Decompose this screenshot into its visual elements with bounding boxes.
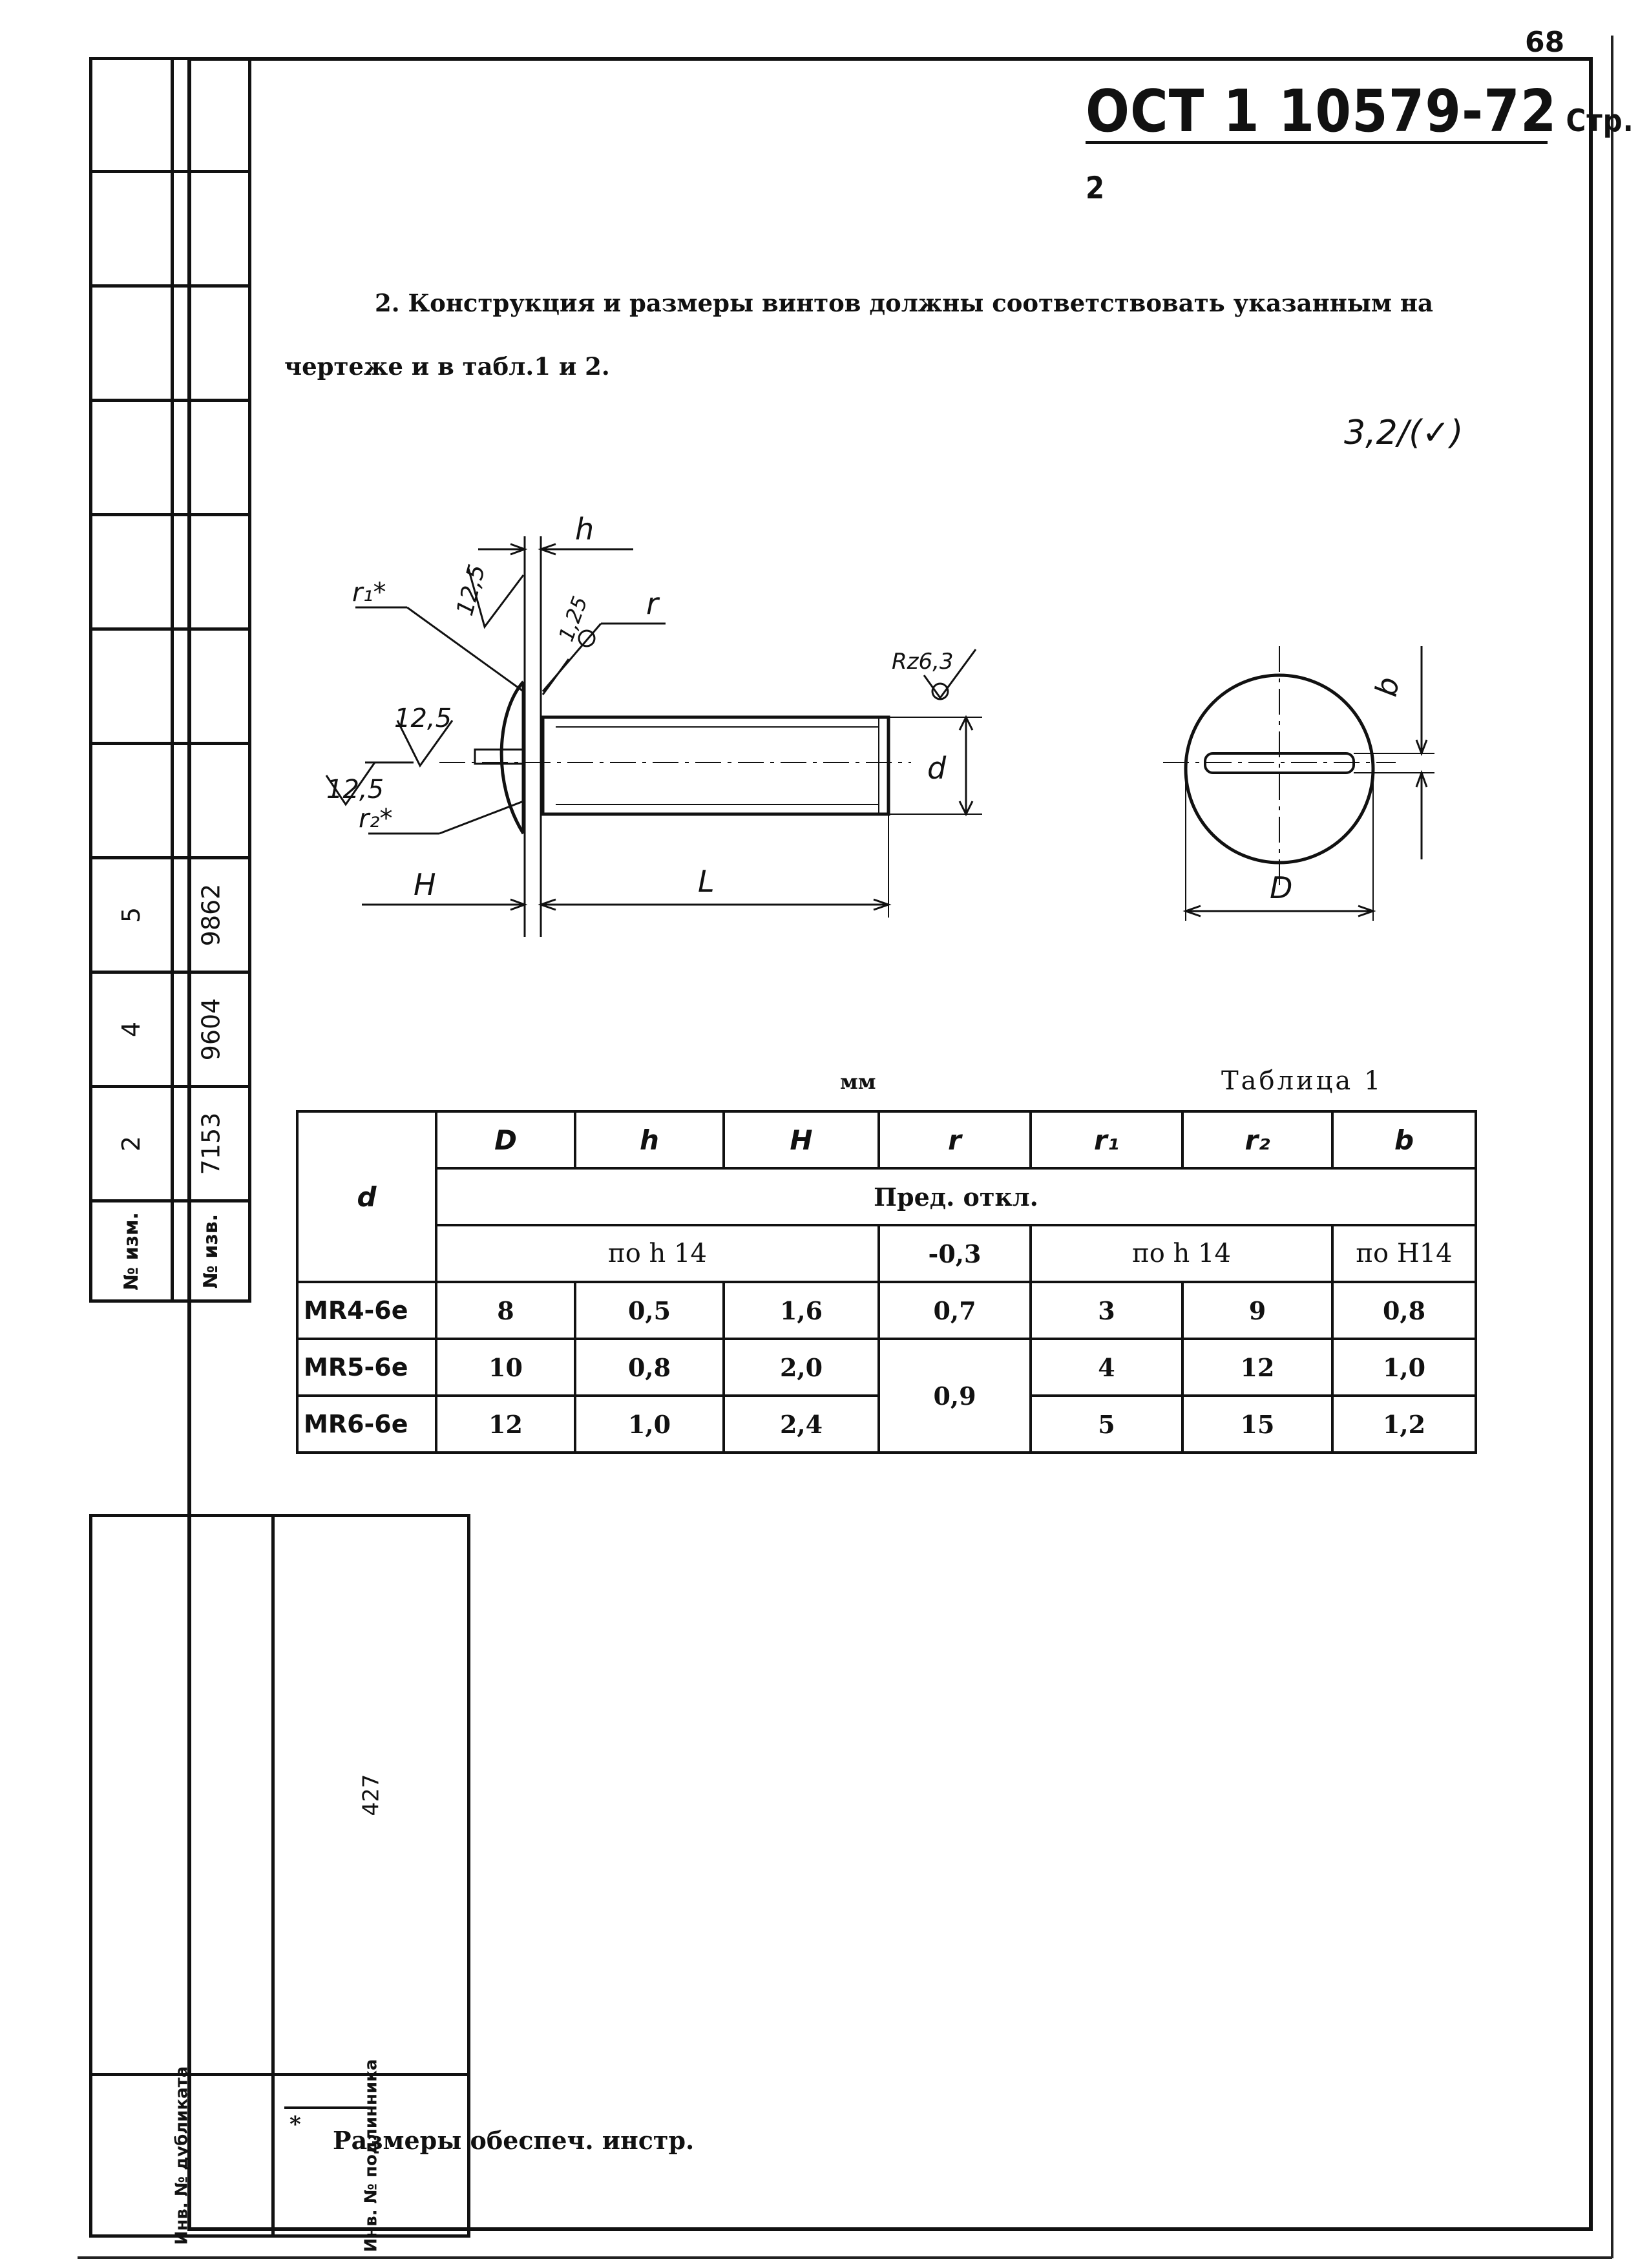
roughness-1-25: 1,25 [553, 593, 593, 645]
H-label: H [414, 867, 436, 902]
footnote-marker: * [289, 2112, 301, 2137]
col-header-r2: r₂ [1182, 1111, 1332, 1168]
table-row: MR4-6e 8 0,5 1,6 0,7 3 9 0,8 [297, 1282, 1476, 1339]
tolerance-r: -0,3 [879, 1225, 1031, 1282]
duplicate-label-cell: Инв. № дубликата [91, 2075, 273, 2236]
screw-drawing [310, 498, 1538, 963]
row-header-d: d [297, 1111, 436, 1282]
screw-head-outline [501, 682, 523, 834]
col-header-r1: r₁ [1031, 1111, 1182, 1168]
r2-leader [439, 801, 523, 834]
page-label: Стр. 2 [1086, 103, 1634, 206]
strip-upper-table [89, 57, 251, 1303]
change-num-4: 4 [91, 972, 173, 1087]
change-doc-9604: 9604 [172, 972, 249, 1087]
roughness-12-5-top: 12,5 [452, 562, 491, 619]
roughness-12-5-mid: 12,5 [394, 704, 452, 733]
surface-finish-symbol: 3,2/(✓) [1344, 414, 1464, 452]
rz-label: Rz6,3 [892, 649, 954, 675]
header-underline [1086, 141, 1548, 144]
table-caption: Таблица 1 [1221, 1066, 1383, 1096]
h-label: h [575, 512, 594, 547]
r1-leader [407, 607, 523, 691]
roughness-12-5-low: 12,5 [326, 775, 384, 804]
col-header-D: D [436, 1111, 575, 1168]
original-inventory-value: 427 [273, 1516, 469, 2075]
slot-side [475, 750, 523, 764]
d-label: d [927, 751, 947, 786]
doc-label-cell: № изв. [172, 1201, 249, 1301]
standard-code: ОСТ 1 10579-72 [1086, 78, 1557, 145]
screw-shank [543, 717, 888, 814]
tolerance-dhH: по h 14 [436, 1225, 879, 1282]
original-label-cell: Инв. № подлинника [273, 2075, 469, 2236]
footnote-text: Размеры обеспеч. инстр. [333, 2126, 695, 2155]
table-row: MR6-6e 12 1,0 2,4 5 15 1,2 [297, 1396, 1476, 1453]
r1-label: r₁* [352, 578, 386, 607]
tolerance-b: по H14 [1332, 1225, 1476, 1282]
D-label: D [1270, 870, 1293, 905]
section-paragraph: 2. Конструкция и размеры винтов должны соответствовать указанным на чертеже и в табл.1 и 2. [284, 289, 1433, 381]
col-header-r: r [879, 1111, 1031, 1168]
footnote-rule [284, 2106, 372, 2109]
r2-label: r₂* [359, 804, 393, 834]
change-doc-9862: 9862 [172, 858, 249, 972]
outer-border-bottom [78, 2256, 1612, 2259]
standard-designation [1086, 78, 1649, 212]
col-header-H: H [724, 1111, 879, 1168]
tolerance-r1r2: по h 14 [1031, 1225, 1332, 1282]
change-num-2: 2 [91, 1087, 173, 1201]
b-label: b [1368, 674, 1406, 699]
change-doc-7153: 7153 [172, 1087, 249, 1201]
change-num-5: 5 [91, 858, 173, 972]
dimensions-table [296, 1110, 1477, 1454]
tolerance-header: Пред. откл. [436, 1168, 1476, 1225]
outer-border-right [1611, 36, 1613, 2258]
r-label: r [646, 586, 658, 621]
L-label: L [698, 864, 715, 899]
unit-label: мм [840, 1069, 876, 1094]
page-number: 68 [1525, 26, 1565, 59]
col-header-h: h [575, 1111, 724, 1168]
col-header-b: b [1332, 1111, 1476, 1168]
table-row: MR5-6e 10 0,8 2,0 0,9 4 12 1,0 [297, 1339, 1476, 1396]
change-label-cell: № изм. [91, 1201, 173, 1301]
